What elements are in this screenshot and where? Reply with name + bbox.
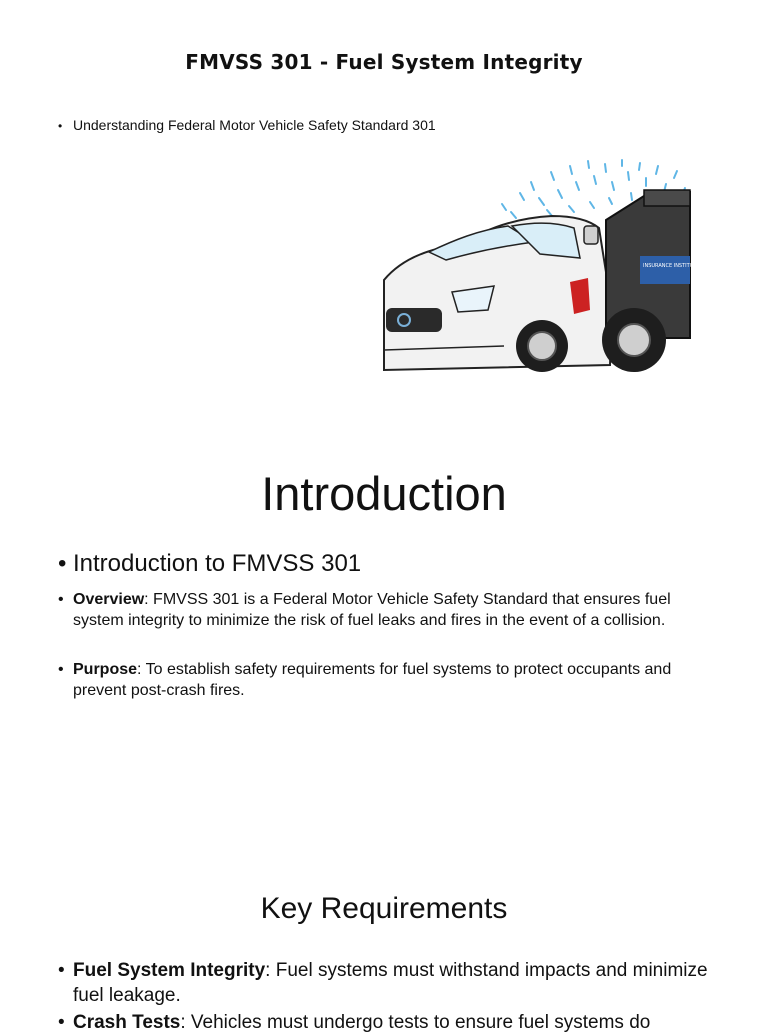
crash-tests-body: : Vehicles must undergo tests to ensure fuel systems do	[180, 1012, 651, 1033]
crash-tests-bullet	[58, 1010, 708, 1035]
bullet-icon: •	[58, 1012, 65, 1033]
bullet-icon: •	[58, 661, 64, 678]
introduction-subheading-text: Introduction to FMVSS 301	[73, 550, 362, 577]
overview-label: Overview	[73, 591, 145, 608]
crash-tests-text	[73, 1010, 650, 1035]
subtitle-bullet	[58, 117, 436, 133]
crash-test-illustration	[384, 160, 758, 388]
introduction-heading: Introduction	[261, 467, 507, 520]
purpose-bullet	[58, 660, 708, 701]
bullet-icon: •	[58, 591, 64, 608]
sled-sign-text: INSURANCE INSTITUTE FOR HIGHWAY SAFETY	[643, 263, 758, 269]
purpose-text	[73, 660, 708, 701]
overview-text	[73, 590, 708, 631]
bullet-icon: •	[58, 550, 67, 577]
fuel-system-integrity-label: Fuel System Integrity	[73, 960, 266, 981]
bullet-icon: •	[58, 119, 63, 133]
purpose-body: : To establish safety requirements for fuel systems to protect occupants and prevent post-crash fires.	[73, 661, 672, 699]
sled-sign	[640, 256, 690, 284]
overview-bullet	[58, 590, 708, 631]
bullet-icon: •	[58, 960, 65, 981]
sled-arm	[644, 190, 690, 206]
introduction-subheading	[58, 550, 361, 578]
crash-tests-label: Crash Tests	[73, 1012, 181, 1033]
slide-title: FMVSS 301 - Fuel System Integrity	[185, 50, 583, 74]
key-requirements-heading: Key Requirements	[260, 892, 508, 925]
fuel-system-integrity-bullet	[58, 958, 708, 1008]
purpose-label: Purpose	[73, 661, 138, 678]
fuel-system-integrity-text	[73, 958, 708, 1008]
fuel-system-integrity-body: : Fuel systems must withstand impacts and minimize fuel leakage.	[73, 960, 708, 1006]
car-grille	[386, 308, 442, 332]
subtitle-text: Understanding Federal Motor Vehicle Safety Standard 301	[73, 117, 436, 133]
car-mirror	[584, 226, 598, 244]
overview-body: : FMVSS 301 is a Federal Motor Vehicle Safety Standard that ensures fuel system integrity to minimize the risk of fuel leaks and fires in the event of a collision.	[73, 591, 671, 629]
